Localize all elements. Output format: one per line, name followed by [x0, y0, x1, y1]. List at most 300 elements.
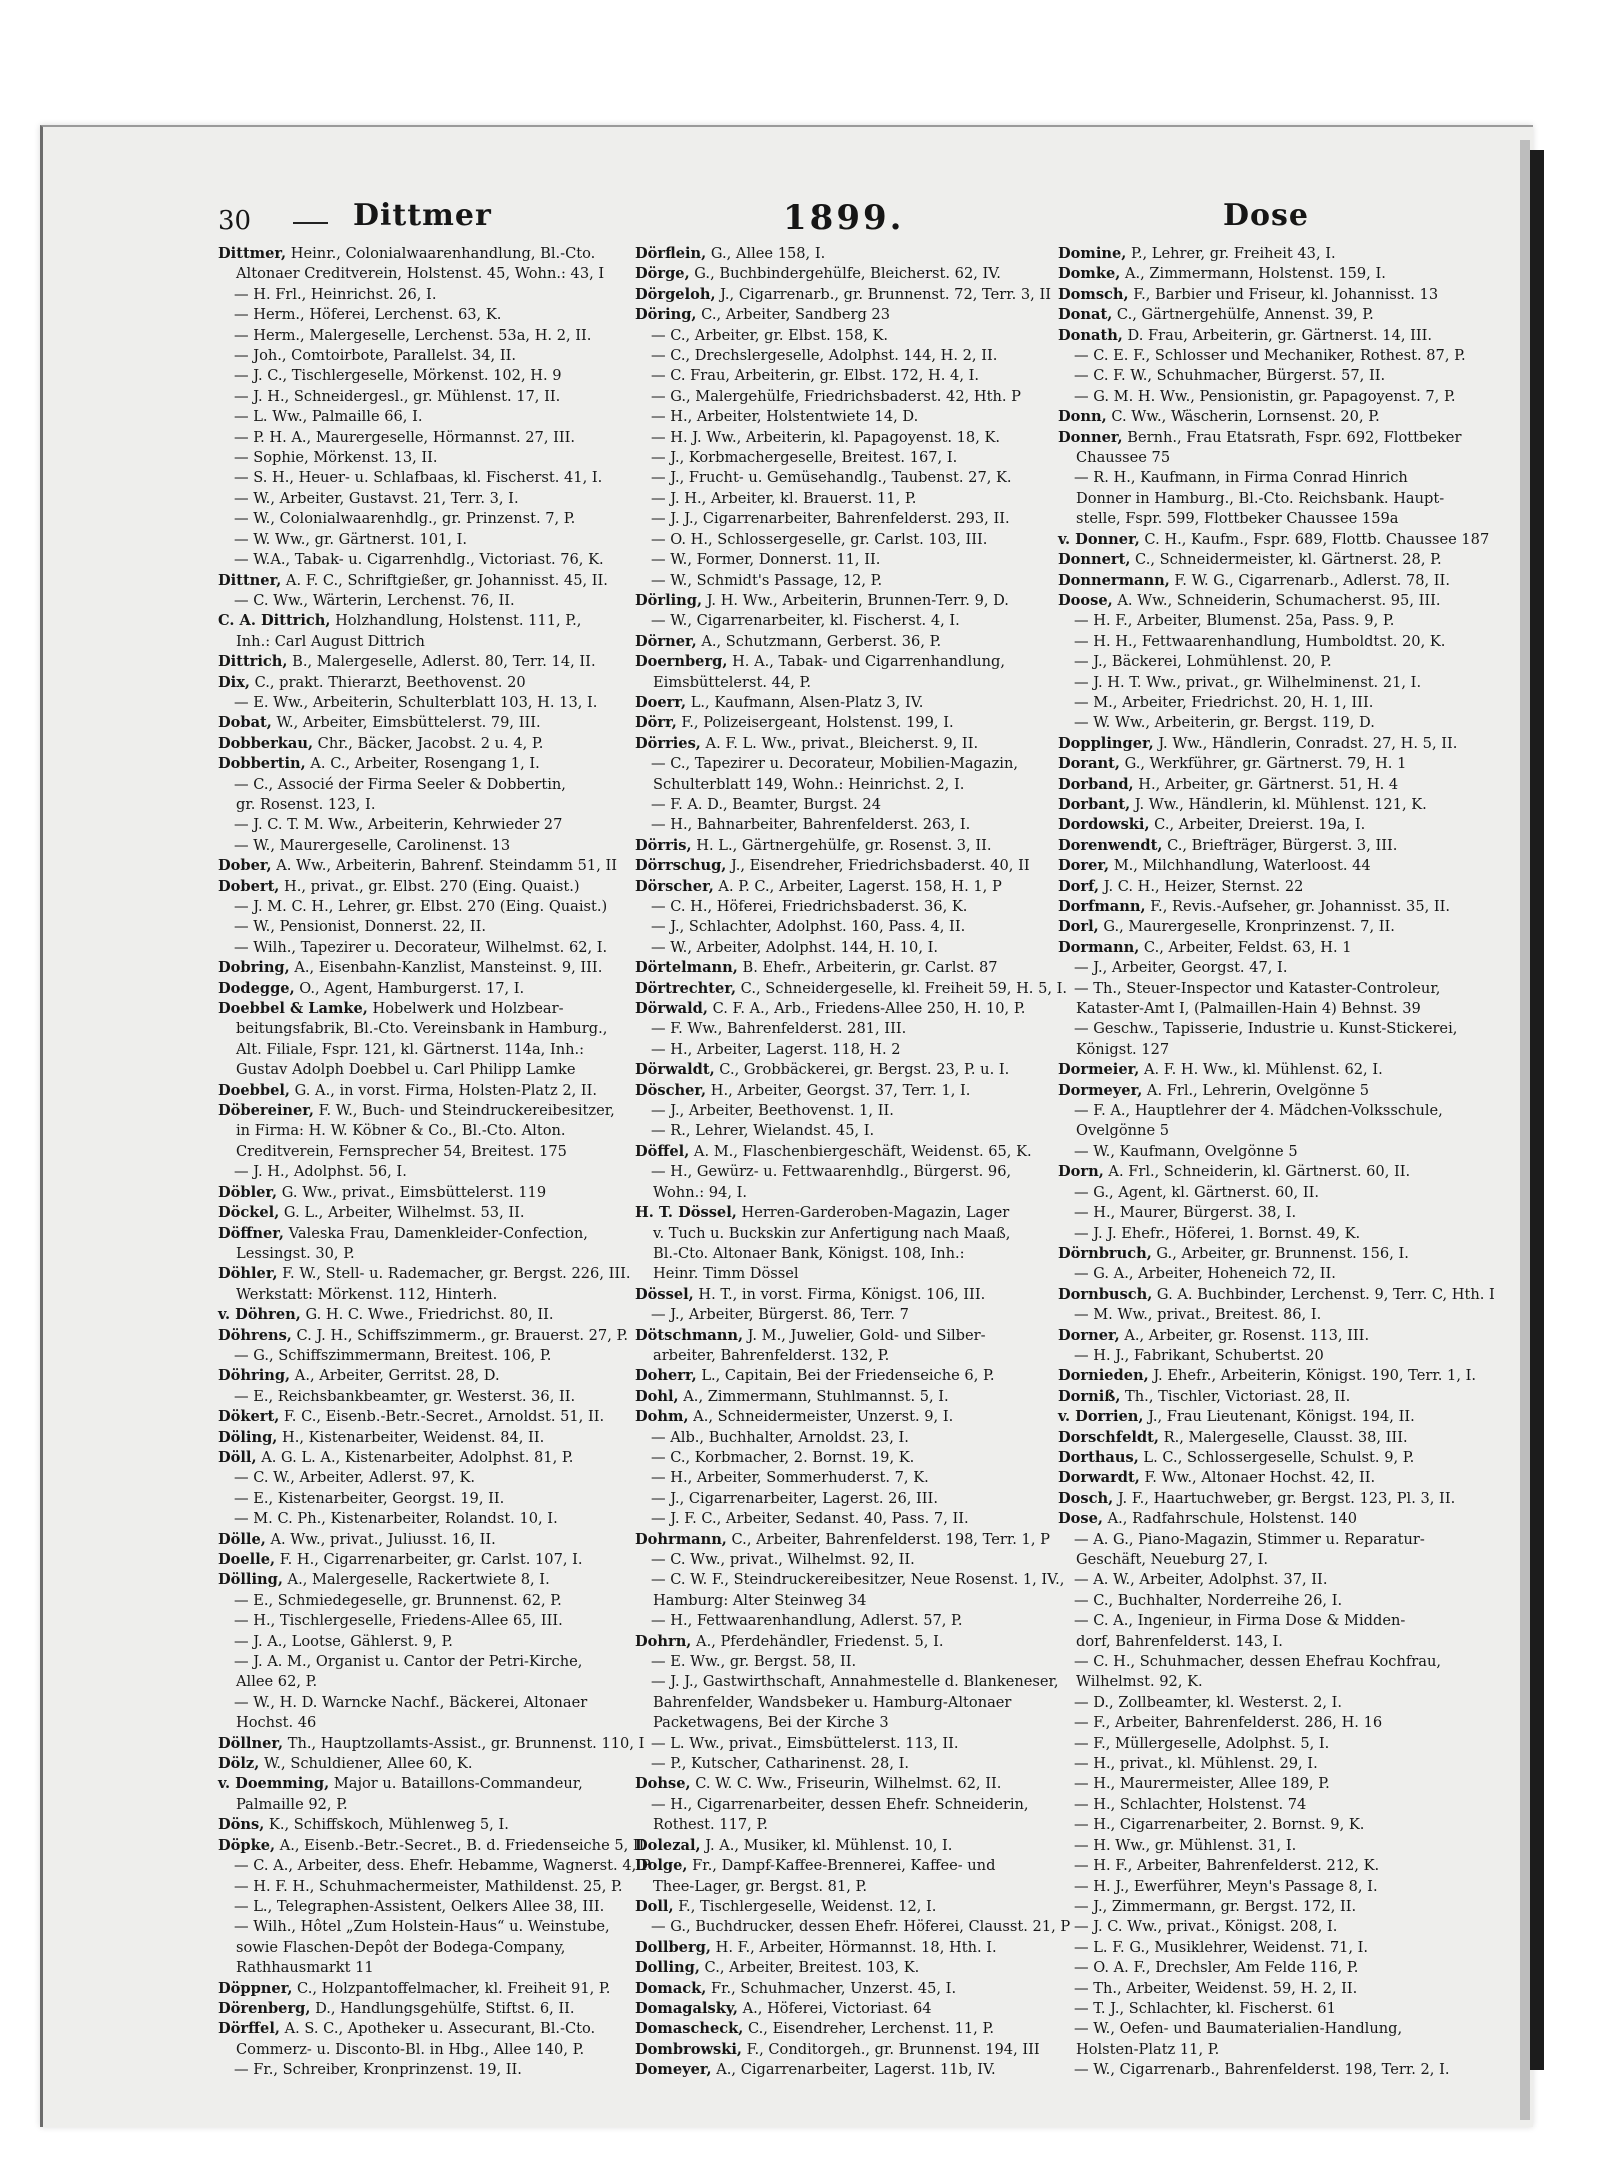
directory-subentry: — W., Pensionist, Donnerst. 22, II.: [218, 917, 618, 937]
directory-subentry: — O. H., Schlossergeselle, gr. Carlst. 103, III.: [635, 530, 1035, 550]
entry-continuation: Hamburg: Alter Steinweg 34: [653, 1591, 867, 1609]
entry-details: P., Lehrer, gr. Freiheit 43, I.: [1126, 245, 1336, 262]
entry-details: Fr., Schuhmacher, Unzerst. 45, I.: [706, 1979, 957, 1997]
entry-details: H., privat., gr. Elbst. 270 (Eing. Quaist.): [279, 877, 580, 895]
directory-subentry: — H. F., Arbeiter, Bahrenfelderst. 212, K.: [1058, 1856, 1466, 1876]
entry-surname: v. Donner,: [1058, 530, 1140, 548]
entry-continuation: sowie Flaschen-Depôt der Bodega-Company,: [236, 1938, 566, 1956]
directory-subentry: — J., Arbeiter, Georgst. 47, I.: [1058, 958, 1466, 978]
entry-continuation: Palmaille 92, P.: [236, 1795, 348, 1813]
entry-surname: Döhrens,: [218, 1326, 292, 1344]
entry-details: A. C., Arbeiter, Rosengang 1, I.: [305, 755, 540, 773]
directory-entry: [218, 1774, 618, 1794]
directory-entry: [635, 264, 1035, 284]
directory-subentry: — H., Arbeiter, Sommerhuderst. 7, K.: [635, 1468, 1035, 1488]
page-edge: [1520, 140, 1530, 2120]
entry-surname: Dormann,: [1058, 938, 1140, 956]
directory-subentry: — J. J., Gastwirthschaft, Annahmestelle d. Blankeneser,: [635, 1672, 1035, 1692]
directory-entry: [635, 1958, 1035, 1978]
directory-entry: [635, 1530, 1050, 1550]
directory-entry: [218, 1530, 618, 1550]
entry-surname: Dohl,: [635, 1387, 679, 1405]
directory-subentry: — W., Kaufmann, Ovelgönne 5: [1058, 1142, 1466, 1162]
directory-subentry: — C. A., Ingenieur, in Firma Dose & Midden-: [1058, 1611, 1466, 1631]
entry-surname: Doerr,: [635, 693, 687, 711]
entry-surname: Dörling,: [635, 591, 703, 609]
directory-entry: [1058, 244, 1466, 264]
entry-details: F. W., Buch- und Steindruckereibesitzer,: [314, 1102, 615, 1120]
directory-subentry: — W., Cigarrenarbeiter, kl. Fischerst. 4, I.: [635, 611, 1035, 631]
entry-details: A., Schutzmann, Gerberst. 36, P.: [696, 632, 942, 650]
entry-surname: Döllner,: [218, 1734, 284, 1752]
entry-continuation: Geschäft, Neueburg 27, I.: [1076, 1551, 1268, 1568]
entry-details: D. Frau, Arbeiterin, gr. Gärtnerst. 14, III.: [1122, 326, 1433, 344]
entry-surname: Döpke,: [218, 1836, 276, 1854]
directory-entry: [635, 285, 1051, 305]
entry-surname: Dörflein,: [635, 245, 707, 262]
entry-details: A., Eisenb.-Betr.-Secret., B. d. Friedenseiche 5, II: [275, 1836, 645, 1854]
entry-surname: Dorfmann,: [1058, 898, 1146, 915]
directory-entry: [218, 1448, 618, 1468]
entry-surname: Dökert,: [218, 1408, 280, 1426]
directory-subentry: — G., Malergehülfe, Friedrichsbaderst. 42, Hth. P: [635, 387, 1035, 407]
entry-continuation: Wohn.: 94, I.: [653, 1183, 748, 1201]
entry-surname: Dorniß,: [1058, 1387, 1121, 1405]
entry-continuation: dorf, Bahrenfelderst. 143, I.: [1076, 1632, 1283, 1650]
entry-surname: Doll,: [635, 1897, 674, 1915]
entry-surname: Dorwardt,: [1058, 1469, 1140, 1487]
entry-details: F., Tischlergeselle, Weidenst. 12, I.: [673, 1897, 937, 1915]
directory-subentry: — H. H., Fettwaarenhandlung, Humboldtst. 20, K.: [1058, 632, 1466, 652]
entry-continuation: Thee-Lager, gr. Bergst. 81, P.: [653, 1877, 868, 1895]
entry-surname: v. Doemming,: [218, 1775, 330, 1793]
directory-subentry: — C. Ww., privat., Wilhelmst. 92, II.: [635, 1550, 1035, 1570]
entry-surname: Döhring,: [218, 1367, 291, 1385]
directory-subentry: — Sophie, Mörkenst. 13, II.: [218, 448, 618, 468]
directory-subentry: — W., H. D. Warncke Nachf., Bäckerei, Altonaer: [218, 1693, 618, 1713]
directory-entry: [635, 305, 1035, 325]
entry-surname: Dolge,: [635, 1857, 688, 1875]
entry-surname: Dörris,: [635, 836, 692, 854]
entry-details: J. H. Ww., Arbeiterin, Brunnen-Terr. 9, D.: [702, 591, 1009, 609]
entry-details: A., Radfahrschule, Holstenst. 140: [1102, 1510, 1358, 1528]
directory-entry: [1058, 1407, 1466, 1427]
entry-surname: Dorschfeldt,: [1058, 1428, 1159, 1446]
entry-surname: Dörtelmann,: [635, 959, 738, 977]
directory-subentry: — C. H., Höferei, Friedrichsbaderst. 36, K.: [635, 897, 1035, 917]
entry-surname: Dittner,: [218, 571, 282, 589]
directory-entry: [218, 1979, 618, 1999]
directory-entry: [218, 1428, 618, 1448]
directory-entry: [218, 673, 618, 693]
entry-continuation: Hochst. 46: [236, 1714, 317, 1732]
entry-surname: Döffner,: [218, 1224, 284, 1242]
directory-subentry: — F. Ww., Bahrenfelderst. 281, III.: [635, 1019, 1035, 1039]
book-spine: [1530, 150, 1544, 2070]
directory-subentry: — J., Arbeiter, Beethovenst. 1, II.: [635, 1101, 1035, 1121]
directory-subentry: — C., Drechslergeselle, Adolphst. 144, H. 2, II.: [635, 346, 1035, 366]
directory-subentry: — J., Arbeiter, Bürgerst. 86, Terr. 7: [635, 1305, 1035, 1325]
entry-details: A. Ww., Schneiderin, Schumacherst. 95, III.: [1112, 591, 1441, 609]
directory-subentry: — Th., Arbeiter, Weidenst. 59, H. 2, II.: [1058, 1979, 1466, 1999]
entry-surname: Domeyer,: [635, 2061, 712, 2079]
entry-details: G. A. Buchbinder, Lerchenst. 9, Terr. C, Hth. I: [1152, 1285, 1495, 1303]
entry-surname: Dorn,: [1058, 1163, 1104, 1181]
entry-details: C., Briefträger, Bürgerst. 3, III.: [1162, 836, 1398, 854]
directory-subentry: — L. Ww., Palmaille 66, I.: [218, 407, 618, 427]
directory-entry: [218, 1570, 618, 1590]
entry-details: J. M., Juwelier, Gold- und Silber-: [743, 1326, 986, 1344]
directory-entry: [1058, 428, 1466, 448]
directory-entry: [635, 2019, 1035, 2039]
directory-subentry: — J. H., Adolphst. 56, I.: [218, 1162, 618, 1182]
directory-entry: [1058, 917, 1466, 937]
directory-subentry: — W., Arbeiter, Adolphst. 144, H. 10, I.: [635, 938, 1035, 958]
header-dash: [293, 222, 328, 224]
entry-surname: Dörge,: [635, 265, 690, 283]
entry-surname: Dölle,: [218, 1530, 266, 1548]
entry-surname: Doebbel & Lamke,: [218, 1000, 368, 1018]
entry-surname: Doebbel,: [218, 1081, 290, 1099]
entry-details: A., Cigarrenarbeiter, Lagerst. 11b, IV.: [711, 2061, 996, 2079]
directory-subentry: — W., Arbeiter, Gustavst. 21, Terr. 3, I.: [218, 489, 618, 509]
directory-entry: [635, 836, 1035, 856]
directory-subentry: — M. Ww., privat., Breitest. 86, I.: [1058, 1305, 1466, 1325]
entry-details: A. Frl., Lehrerin, Ovelgönne 5: [1142, 1081, 1370, 1099]
directory-subentry: — C. H., Schuhmacher, dessen Ehefrau Kochfrau,: [1058, 1652, 1466, 1672]
entry-details: A. F. H. Ww., kl. Mühlenst. 62, I.: [1139, 1061, 1383, 1079]
entry-continuation: arbeiter, Bahrenfelderst. 132, P.: [653, 1346, 890, 1364]
directory-entry: [1058, 795, 1466, 815]
directory-subentry: — H., Arbeiter, Lagerst. 118, H. 2: [635, 1040, 1035, 1060]
directory-entry: [1058, 754, 1466, 774]
directory-subentry: — D., Zollbeamter, kl. Westerst. 2, I.: [1058, 1693, 1466, 1713]
entry-details: A., Zimmermann, Stuhlmannst. 5, I.: [678, 1387, 949, 1405]
directory-entry: [635, 877, 1035, 897]
directory-subentry: — H., Fettwaarenhandlung, Adlerst. 57, P.: [635, 1611, 1035, 1631]
directory-entry: [218, 1224, 618, 1244]
directory-subentry: — Th., Steuer-Inspector und Kataster-Controleur,: [1058, 979, 1466, 999]
entry-details: G. L., Arbeiter, Wilhelmst. 53, II.: [279, 1204, 525, 1222]
directory-subentry: — H., privat., kl. Mühlenst. 29, I.: [1058, 1754, 1466, 1774]
directory-subentry: — Alb., Buchhalter, Arnoldst. 23, I.: [635, 1428, 1035, 1448]
entry-details: C., prakt. Thierarzt, Beethovenst. 20: [249, 673, 526, 691]
directory-subentry: — F., Arbeiter, Bahrenfelderst. 286, H. 16: [1058, 1713, 1466, 1733]
directory-subentry: — M. C. Ph., Kistenarbeiter, Rolandst. 10, I.: [218, 1509, 618, 1529]
directory-column-3: [1058, 244, 1495, 2079]
directory-entry: [635, 652, 1035, 672]
directory-subentry: — H., Cigarrenarbeiter, 2. Bornst. 9, K.: [1058, 1815, 1466, 1835]
directory-subentry: — G. M. H. Ww., Pensionistin, gr. Papagoyenst. 7, P.: [1058, 387, 1466, 407]
directory-subentry: — J. A. M., Organist u. Cantor der Petri-Kirche,: [218, 1652, 618, 1672]
entry-surname: Dornieden,: [1058, 1367, 1149, 1385]
directory-entry: [218, 1101, 618, 1121]
directory-subentry: — P. H. A., Maurergeselle, Hörmannst. 27, III.: [218, 428, 618, 448]
directory-entry: [218, 1550, 618, 1570]
entry-details: C. F. A., Arb., Friedens-Allee 250, H. 10, P.: [707, 1000, 1026, 1018]
directory-subentry: — G., Agent, kl. Gärtnerst. 60, II.: [1058, 1183, 1466, 1203]
entry-details: Heinr., Colonialwaarenhandlung, Bl.-Cto.: [286, 245, 596, 262]
entry-surname: Dobberkau,: [218, 734, 314, 752]
entry-surname: Dornbusch,: [1058, 1285, 1153, 1303]
directory-entry: [1058, 285, 1466, 305]
entry-continuation: Kataster-Amt I, (Palmaillen-Hain 4) Behnst. 39: [1076, 1000, 1421, 1018]
entry-details: F., Barbier und Friseur, kl. Johannisst. 13: [1128, 285, 1439, 303]
directory-subentry: — W., Former, Donnerst. 11, II.: [635, 550, 1035, 570]
directory-subentry: — W.A., Tabak- u. Cigarrenhdlg., Victoriast. 76, K.: [218, 550, 618, 570]
entry-surname: Dörgeloh,: [635, 285, 716, 303]
entry-continuation: beitungsfabrik, Bl.-Cto. Vereinsbank in Hamburg.,: [236, 1020, 608, 1038]
entry-surname: Dölz,: [218, 1755, 260, 1773]
entry-details: J. F., Haartuchweber, gr. Bergst. 123, Pl. 3, II.: [1113, 1489, 1456, 1507]
entry-details: G. Ww., privat., Eimsbüttelerst. 119: [277, 1183, 547, 1201]
entry-details: F., Conditorgeh., gr. Brunnenst. 194, III: [741, 2040, 1040, 2058]
entry-details: H., Kistenarbeiter, Weidenst. 84, II.: [277, 1428, 545, 1446]
directory-subentry: — W. Ww., gr. Gärtnerst. 101, I.: [218, 530, 618, 550]
entry-surname: Dorbant,: [1058, 795, 1131, 813]
entry-details: A. F. C., Schriftgießer, gr. Johannisst. 45, II.: [281, 571, 608, 589]
directory-subentry: — H., Maurermeister, Allee 189, P.: [1058, 1774, 1466, 1794]
entry-details: Bernh., Frau Etatsrath, Fspr. 692, Flottbeker: [1122, 428, 1462, 446]
entry-surname: Döring,: [635, 306, 697, 324]
entry-details: W., Arbeiter, Eimsbüttelerst. 79, III.: [271, 714, 541, 732]
directory-subentry: — J. A., Lootse, Gählerst. 9, P.: [218, 1632, 618, 1652]
entry-details: C. H., Kaufm., Fspr. 689, Flottb. Chaussee 187: [1139, 530, 1490, 548]
entry-details: A. F. L. Ww., privat., Bleicherst. 9, II.: [700, 734, 979, 752]
directory-entry: [218, 1081, 618, 1101]
directory-entry: [218, 1815, 618, 1835]
entry-details: Valeska Frau, Damenkleider-Confection,: [283, 1224, 588, 1242]
entry-details: H. L., Gärtnergehülfe, gr. Rosenst. 3, II.: [691, 836, 992, 854]
directory-entry: [1058, 775, 1466, 795]
entry-details: A. Frl., Schneiderin, kl. Gärtnerst. 60, II.: [1103, 1163, 1411, 1181]
entry-details: C., Arbeiter, Sandberg 23: [696, 306, 890, 324]
entry-surname: H. T. Dössel,: [635, 1204, 737, 1222]
directory-subentry: — J., Schlachter, Adolphst. 160, Pass. 4, II.: [635, 917, 1035, 937]
entry-details: J., Eisendreher, Friedrichsbaderst. 40, II: [726, 857, 1030, 875]
entry-details: A. G. L. A., Kistenarbeiter, Adolphst. 81, P.: [256, 1448, 574, 1466]
directory-entry: [218, 1264, 631, 1284]
directory-entry: [635, 1407, 1035, 1427]
directory-entry: [1058, 1448, 1466, 1468]
entry-surname: Doelle,: [218, 1551, 276, 1568]
entry-details: A., Zimmermann, Holstenst. 159, I.: [1120, 265, 1386, 283]
entry-surname: Dorband,: [1058, 775, 1134, 793]
entry-details: F., Polizeisergeant, Holstenst. 199, I.: [676, 714, 954, 732]
entry-surname: v. Dorrien,: [1058, 1408, 1144, 1426]
entry-details: C. J. H., Schiffszimmerm., gr. Brauerst. 27, P.: [291, 1326, 628, 1344]
entry-details: A. P. C., Arbeiter, Lagerst. 158, H. 1, P: [713, 877, 1002, 895]
directory-subentry: — H. F. H., Schuhmachermeister, Mathildenst. 25, P.: [218, 1877, 618, 1897]
entry-details: Th., Tischler, Victoriast. 28, II.: [1120, 1387, 1351, 1405]
directory-entry: [218, 734, 618, 754]
directory-entry: [635, 1774, 1035, 1794]
entry-surname: Döppner,: [218, 1979, 293, 1997]
entry-surname: Dohm,: [635, 1408, 689, 1426]
entry-details: M., Milchhandlung, Waterloost. 44: [1109, 857, 1371, 875]
directory-subentry: — G., Buchdrucker, dessen Ehefr. Höferei, Clausst. 21, P: [635, 1917, 1035, 1937]
entry-continuation: Werkstatt: Mörkenst. 112, Hinterh.: [236, 1285, 498, 1303]
directory-entry: [1058, 264, 1466, 284]
directory-subentry: — H. Frl., Heinrichst. 26, I.: [218, 285, 618, 305]
entry-details: A., Arbeiter, Gerritst. 28, D.: [290, 1367, 500, 1385]
entry-continuation: stelle, Fspr. 599, Flottbeker Chaussee 159a: [1076, 510, 1399, 528]
directory-entry: [218, 2019, 618, 2039]
directory-subentry: — F. A. D., Beamter, Burgst. 24: [635, 795, 1035, 815]
directory-entry: [635, 1979, 1035, 1999]
directory-subentry: — C. Ww., Wärterin, Lerchenst. 76, II.: [218, 591, 618, 611]
entry-details: Herren-Garderoben-Magazin, Lager: [736, 1204, 1010, 1222]
directory-entry: [1058, 815, 1466, 835]
entry-surname: Döffel,: [635, 1142, 690, 1160]
directory-subentry: — J., Frucht- u. Gemüsehandlg., Taubenst. 27, K.: [635, 468, 1035, 488]
entry-details: G. A., in vorst. Firma, Holsten-Platz 2, II.: [290, 1081, 598, 1099]
entry-surname: Dölling,: [218, 1571, 283, 1589]
directory-entry: [635, 1203, 1035, 1223]
entry-continuation: gr. Rosenst. 123, I.: [236, 795, 376, 813]
entry-continuation: Packetwagens, Bei der Kirche 3: [653, 1714, 889, 1732]
directory-subentry: — H. J., Ewerführer, Meyn's Passage 8, I.: [1058, 1877, 1466, 1897]
entry-continuation: Altonaer Creditverein, Holstenst. 45, Wohn.: 43, I: [236, 265, 605, 283]
entry-continuation: in Firma: H. W. Köbner & Co., Bl.-Cto. Alton.: [236, 1122, 566, 1140]
directory-subentry: — H., Maurer, Bürgerst. 38, I.: [1058, 1203, 1466, 1223]
entry-details: C., Arbeiter, Breitest. 103, K.: [699, 1959, 920, 1977]
directory-entry: [218, 877, 618, 897]
entry-surname: Dörenberg,: [218, 1999, 311, 2017]
entry-continuation: Creditverein, Fernsprecher 54, Breitest. 175: [236, 1142, 567, 1160]
directory-entry: [218, 999, 618, 1019]
entry-details: H. T., in vorst. Firma, Königst. 106, III.: [693, 1285, 986, 1303]
entry-details: B. Ehefr., Arbeiterin, gr. Carlst. 87: [737, 959, 998, 977]
entry-surname: Domsch,: [1058, 285, 1129, 303]
entry-continuation: Holsten-Platz 11, P.: [1076, 2040, 1220, 2058]
directory-subentry: — L. F. G., Musiklehrer, Weidenst. 71, I.: [1058, 1938, 1466, 1958]
entry-surname: Donnert,: [1058, 551, 1131, 569]
directory-subentry: — Geschw., Tapisserie, Industrie u. Kunst-Stickerei,: [1058, 1019, 1466, 1039]
entry-continuation: Inh.: Carl August Dittrich: [236, 632, 425, 650]
directory-subentry: — H. Ww., gr. Mühlenst. 31, I.: [1058, 1836, 1466, 1856]
entry-surname: Dörffel,: [218, 2020, 280, 2038]
directory-entry: [1058, 1509, 1466, 1529]
directory-entry: [635, 1060, 1035, 1080]
directory-entry: [1058, 1081, 1466, 1101]
entry-surname: Döscher,: [635, 1081, 707, 1099]
directory-entry: [635, 1326, 1035, 1346]
directory-subentry: — J., Zimmermann, gr. Bergst. 172, II.: [1058, 1897, 1466, 1917]
directory-subentry: — H., Cigarrenarbeiter, dessen Ehefr. Schneiderin,: [635, 1795, 1035, 1815]
entry-details: Fr., Dampf-Kaffee-Brennerei, Kaffee- und: [687, 1857, 996, 1875]
entry-continuation: Bl.-Cto. Altonaer Bank, Königst. 108, Inh.:: [653, 1244, 965, 1262]
entry-surname: Domke,: [1058, 265, 1121, 283]
entry-details: A. S. C., Apotheker u. Assecurant, Bl.-Cto.: [279, 2020, 596, 2038]
directory-entry: [218, 1734, 645, 1754]
entry-surname: Dopplinger,: [1058, 734, 1154, 752]
entry-surname: Döbereiner,: [218, 1102, 314, 1120]
directory-entry: [1058, 1162, 1466, 1182]
directory-entry: [635, 2040, 1040, 2060]
directory-entry: [635, 1999, 1035, 2019]
entry-continuation: Donner in Hamburg., Bl.-Cto. Reichsbank. Haupt-: [1076, 489, 1445, 507]
entry-details: F. W., Stell- u. Rademacher, gr. Bergst. 226, III.: [277, 1265, 631, 1283]
entry-surname: Dolezal,: [635, 1836, 701, 1854]
entry-details: G., Buchbindergehülfe, Bleicherst. 62, IV.: [689, 265, 1001, 283]
directory-subentry: — L., Telegraphen-Assistent, Oelkers Allee 38, III.: [218, 1897, 618, 1917]
entry-surname: Döbler,: [218, 1183, 278, 1201]
directory-subentry: — H., Tischlergeselle, Friedens-Allee 65, III.: [218, 1611, 618, 1631]
directory-subentry: — C., Buchhalter, Norderreihe 26, I.: [1058, 1591, 1466, 1611]
entry-surname: Dörwald,: [635, 1000, 708, 1018]
directory-entry: [218, 1326, 628, 1346]
directory-subentry: — F., Müllergeselle, Adolphst. 5, I.: [1058, 1734, 1466, 1754]
entry-continuation: Commerz- u. Disconto-Bl. in Hbg., Allee 140, P.: [236, 2040, 585, 2058]
entry-details: R., Malergeselle, Clausst. 38, III.: [1158, 1428, 1408, 1446]
directory-entry: [1058, 1489, 1466, 1509]
entry-continuation: Schulterblatt 149, Wohn.: Heinrichst. 2, I.: [653, 775, 965, 793]
directory-entry: [1058, 1428, 1466, 1448]
directory-entry: [635, 1142, 1035, 1162]
directory-subentry: — C., Tapezirer u. Decorateur, Mobilien-Magazin,: [635, 754, 1035, 774]
entry-continuation: Gustav Adolph Doebbel u. Carl Philipp Lamke: [236, 1061, 576, 1079]
entry-details: H., Arbeiter, Georgst. 37, Terr. 1, I.: [706, 1081, 971, 1099]
entry-details: Major u. Bataillons-Commandeur,: [329, 1775, 583, 1793]
directory-entry: [1058, 856, 1466, 876]
entry-details: J. Ww., Händlerin, kl. Mühlenst. 121, K.: [1130, 795, 1427, 813]
directory-subentry: — J. F. C., Arbeiter, Sedanst. 40, Pass. 7, II.: [635, 1509, 1035, 1529]
entry-details: O., Agent, Hamburgerst. 17, I.: [294, 979, 525, 997]
entry-surname: Donat,: [1058, 306, 1113, 324]
directory-subentry: — H. F., Arbeiter, Blumenst. 25a, Pass. 9, P.: [1058, 611, 1466, 631]
directory-subentry: — C. F. W., Schuhmacher, Bürgerst. 57, II.: [1058, 366, 1466, 386]
entry-surname: Dix,: [218, 673, 250, 691]
directory-subentry: — C., Korbmacher, 2. Bornst. 19, K.: [635, 1448, 1035, 1468]
directory-entry: [635, 693, 1035, 713]
directory-entry: [1058, 734, 1466, 754]
entry-surname: Dörrschug,: [635, 857, 727, 875]
directory-subentry: — E., Reichsbankbeamter, gr. Westerst. 36, II.: [218, 1387, 618, 1407]
entry-surname: Dörr,: [635, 714, 677, 732]
entry-surname: Dodegge,: [218, 979, 295, 997]
entry-details: A., Arbeiter, gr. Rosenst. 113, III.: [1119, 1326, 1370, 1344]
entry-continuation: Eimsbüttelerst. 44, P.: [653, 673, 812, 691]
directory-entry: [635, 1897, 1035, 1917]
directory-subentry: — E. Ww., Arbeiterin, Schulterblatt 103, H. 13, I.: [218, 693, 618, 713]
entry-surname: Döckel,: [218, 1204, 280, 1222]
directory-subentry: — C., Arbeiter, gr. Elbst. 158, K.: [635, 326, 1035, 346]
entry-details: C., Grobbäckerei, gr. Bergst. 23, P. u. I.: [714, 1061, 1010, 1079]
directory-subentry: — O. A. F., Drechsler, Am Felde 116, P.: [1058, 1958, 1466, 1978]
entry-surname: Dorner,: [1058, 1326, 1120, 1344]
entry-surname: Dohrmann,: [635, 1530, 727, 1548]
directory-subentry: — J., Bäckerei, Lohmühlenst. 20, P.: [1058, 652, 1466, 672]
directory-subentry: — C. W., Arbeiter, Adlerst. 97, K.: [218, 1468, 618, 1488]
directory-entry: [1058, 591, 1466, 611]
directory-entry: [218, 856, 618, 876]
directory-subentry: — E., Kistenarbeiter, Georgst. 19, II.: [218, 1489, 618, 1509]
directory-subentry: — W., Colonialwaarenhdlg., gr. Prinzenst. 7, P.: [218, 509, 618, 529]
entry-surname: Döns,: [218, 1816, 265, 1834]
directory-entry: [635, 632, 1035, 652]
entry-continuation: Alt. Filiale, Fspr. 121, kl. Gärtnerst. 114a, Inh.:: [236, 1040, 585, 1058]
directory-entry: [218, 652, 618, 672]
entry-continuation: Bahrenfelder, Wandsbeker u. Hamburg-Altonaer: [653, 1693, 1012, 1711]
entry-surname: Dörwaldt,: [635, 1061, 715, 1079]
entry-continuation: Königst. 127: [1076, 1040, 1170, 1058]
directory-entry: [1058, 1244, 1466, 1264]
entry-surname: v. Döhren,: [218, 1306, 301, 1324]
entry-details: C., Holzpantoffelmacher, kl. Freiheit 91, P.: [292, 1979, 611, 1997]
entry-surname: Dolling,: [635, 1959, 700, 1977]
directory-entry: [1058, 938, 1466, 958]
